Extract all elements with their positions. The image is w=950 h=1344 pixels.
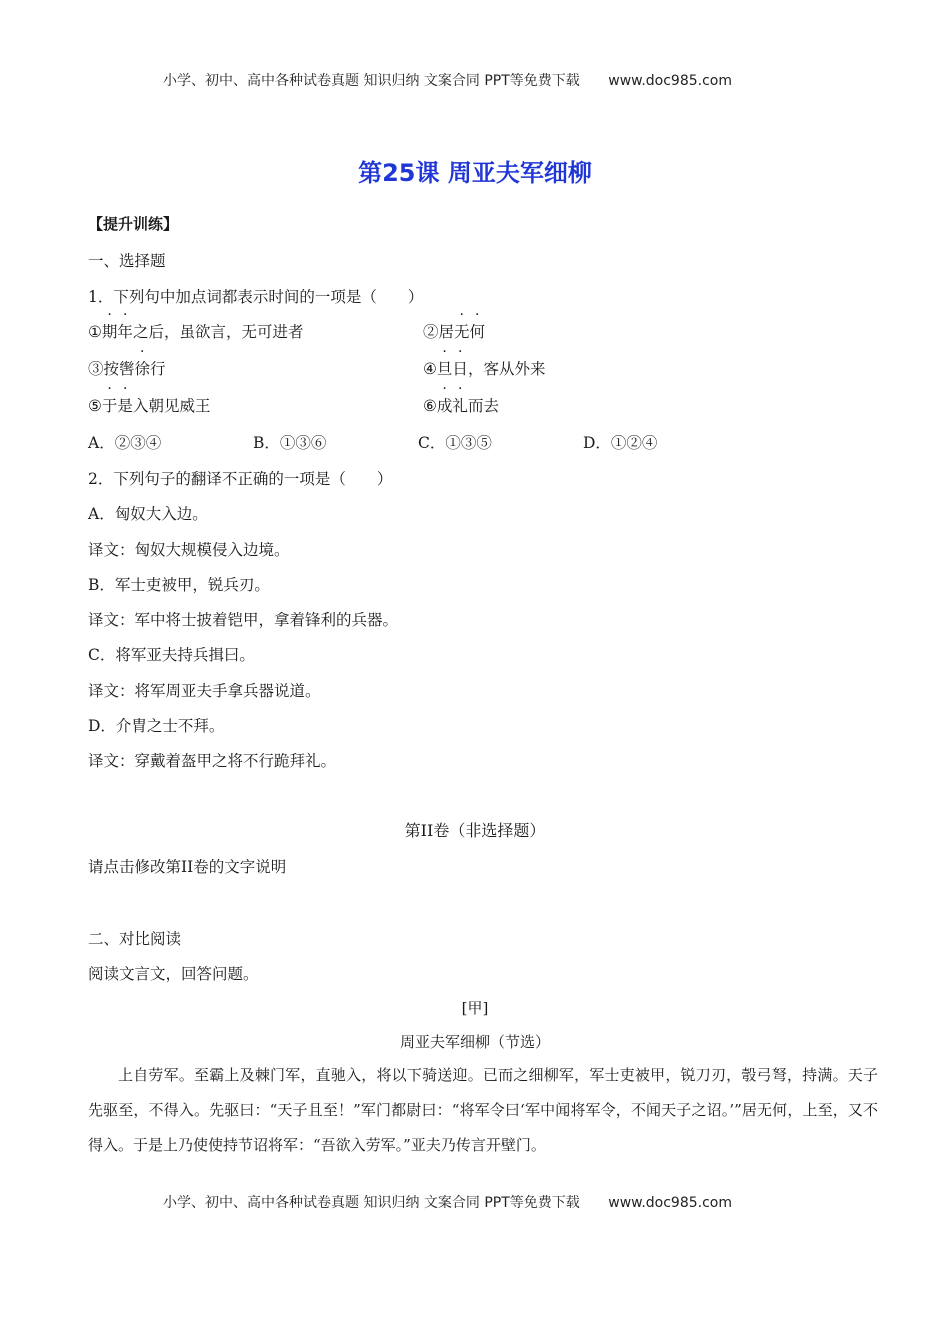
q2-option-b[interactable]: B．军士吏被甲，锐兵刃。 (88, 576, 270, 594)
dotted-char: 于 (101, 397, 118, 415)
q2-option-d[interactable]: D．介胄之士不拜。 (88, 717, 225, 735)
dotted-char: 徐 (134, 360, 151, 378)
part2-heading: 二、对比阅读 (88, 930, 182, 948)
q1-option-2: ②居无何 (423, 320, 485, 342)
page-footer (163, 1192, 732, 1212)
passage-body: 上自劳军。至霸上及棘门军，直驰入，将以下骑送迎。已而之细柳军，军士吏被甲，锐刀刃，彀弓弩，持满。天子先驱至，不得入。先驱曰：“天子且至！”军门都尉曰：“将军令曰‘军中闻将军令，不闻天子之诏。’”居无何，上至，又不得入。于是上乃使使持节诏将军：“吾欲入劳军。”亚夫乃传言开壁门。 (88, 1066, 878, 1154)
dotted-char: 礼 (452, 397, 468, 415)
part2-instruction: 阅读文言文，回答问题。 (88, 965, 259, 983)
passage-label: [甲] (461, 999, 489, 1017)
question-1-stem: 1．下列句中加点词都表示时间的一项是（ ） (88, 288, 424, 306)
q1-choice-b[interactable]: B．①③⑥ (253, 434, 327, 452)
footer-url[interactable]: www.doc985.com (608, 1195, 732, 1211)
q1-option-6: ⑥成礼而去 (423, 394, 499, 416)
dotted-char: 日 (452, 360, 468, 378)
dotted-char: 期 (101, 323, 118, 341)
header-url[interactable]: www.doc985.com (608, 73, 732, 89)
q1-choice-d[interactable]: D．①②④ (583, 434, 658, 452)
question-2-stem: 2．下列句子的翻译不正确的一项是（ ） (88, 470, 393, 488)
q2-option-b-translation: 译文：军中将士披着铠甲，拿着锋利的兵器。 (88, 611, 399, 629)
q2-option-a[interactable]: A．匈奴大入边。 (88, 505, 208, 523)
page-header (163, 70, 732, 90)
section-label: 【提升训练】 (88, 215, 179, 233)
q2-option-d-translation: 译文：穿戴着盔甲之将不行跪拜礼。 (88, 752, 337, 770)
q2-option-a-translation: 译文：匈奴大规模侵入边境。 (88, 541, 290, 559)
q2-option-c-translation: 译文：将军周亚夫手拿兵器说道。 (88, 682, 321, 700)
dotted-char: 是 (117, 397, 133, 415)
volume-2-title: 第II卷（非选择题） (404, 821, 546, 840)
passage-title: 周亚夫军细柳（节选） (399, 1033, 550, 1051)
q1-option-3: ③按辔徐行 (88, 357, 166, 379)
header-left-text: 小学、初中、高中各种试卷真题 知识归纳 文案合同 PPT等免费下载 (163, 73, 580, 89)
dotted-char: 旦 (436, 360, 453, 378)
q1-choice-a[interactable]: A．②③④ (88, 434, 162, 452)
volume-2-note[interactable]: 请点击修改第II卷的文字说明 (88, 858, 287, 876)
dotted-char: 年 (117, 323, 133, 341)
footer-left-text: 小学、初中、高中各种试卷真题 知识归纳 文案合同 PPT等免费下载 (163, 1195, 580, 1211)
q1-option-1: ①期年之后，虽欲言，无可进者 (88, 320, 303, 342)
page-title: 第25课 周亚夫军细柳 (358, 159, 592, 187)
q1-choice-c[interactable]: C．①③⑤ (418, 434, 492, 452)
q1-option-5: ⑤于是入朝见威王 (88, 394, 210, 416)
dotted-char: 成 (436, 397, 453, 415)
q1-option-4: ④旦日，客从外来 (423, 357, 545, 379)
part1-heading: 一、选择题 (88, 252, 166, 270)
dotted-char: 无 (454, 323, 470, 341)
q2-option-c[interactable]: C．将军亚夫持兵揖曰。 (88, 646, 255, 664)
dotted-char: 何 (469, 323, 486, 341)
